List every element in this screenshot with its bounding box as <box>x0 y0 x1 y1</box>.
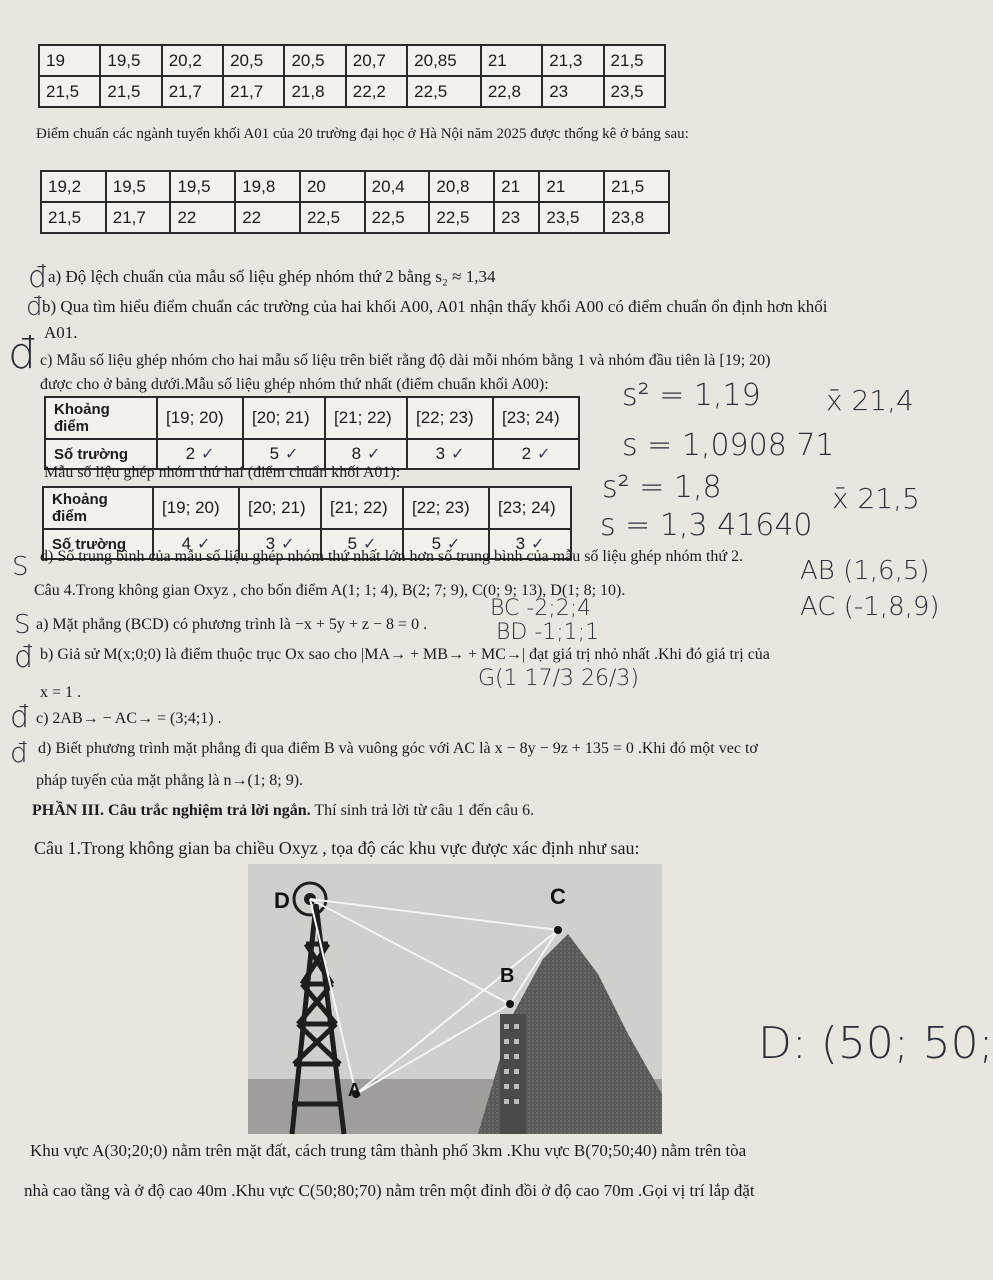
table-cell: 19,5 <box>170 171 235 202</box>
label-c: C <box>550 884 566 909</box>
question-4-intro-text: Câu 4.Trong không gian Oxyz , cho bốn điểm A(1; 1; 4), B(2; 7; 9), C(0; 9; 13), D(1; 8; 10). <box>34 582 626 599</box>
table-cell: 21,5 <box>604 45 665 76</box>
table-header-cell: Khoảng điểm <box>45 397 157 439</box>
table-cell: 21,7 <box>106 202 171 233</box>
table-cell: 19,5 <box>106 171 171 202</box>
label-d: D <box>274 888 290 913</box>
count-value: 3 <box>515 534 526 553</box>
table-cell: 21,7 <box>223 76 284 107</box>
check-mark-icon: ✓ <box>201 446 215 463</box>
point-c-marker <box>554 926 562 934</box>
count-value: 8 <box>351 444 362 463</box>
count-value: 2 <box>521 444 532 463</box>
part-3-question-1: Câu 1.Trong không gian ba chiều Oxyz , tọa độ các khu vực được xác định như sau: <box>34 838 640 858</box>
statement-d: d) Số trung bình của mẫu số liệu ghép nhóm thứ nhất lớn hơn số trung bình của mẫu số liệu ghép nhóm thứ 2. <box>40 548 744 565</box>
count-value: 2 <box>185 444 196 463</box>
table-cell: 21,5 <box>41 202 106 233</box>
table-cell: 23 <box>542 76 603 107</box>
handwritten-variance-2: s² = 1,8 <box>602 470 722 505</box>
table-cell <box>407 439 493 469</box>
question-4-d-line2: pháp tuyến của mặt phẳng là n→(1; 8; 9). <box>36 772 304 789</box>
count-value: 5 <box>431 534 442 553</box>
table-cell: 22,8 <box>481 76 542 107</box>
table-cell: 20,7 <box>346 45 407 76</box>
table-cell: [22; 23) <box>407 397 493 439</box>
table-cell: [19; 20) <box>157 397 243 439</box>
a00-score-table <box>38 44 666 108</box>
table-cell: [22; 23) <box>403 487 489 529</box>
grouped-table-a00 <box>44 396 580 470</box>
check-mark-icon: ✓ <box>447 536 461 553</box>
handwritten-mark: đ <box>28 260 48 295</box>
table-cell: [20; 21) <box>243 397 325 439</box>
table-cell: 22,5 <box>407 76 481 107</box>
table-cell: 21,5 <box>100 76 161 107</box>
handwritten-mark: S <box>14 610 31 640</box>
check-mark-icon: ✓ <box>451 446 465 463</box>
table-cell: 22,5 <box>429 202 494 233</box>
count-value: 4 <box>181 534 192 553</box>
statement-c-line3: Mẫu số liệu ghép nhóm thứ hai (điểm chuẩn khối A01): <box>44 464 401 481</box>
part-3-heading-bold: PHẦN III. Câu trắc nghiệm trả lời ngắn. <box>32 802 311 819</box>
table-cell: 20,85 <box>407 45 481 76</box>
table-row <box>39 76 665 107</box>
table-header-cell: Khoảng điểm <box>43 487 153 529</box>
tower-hill-illustration <box>248 864 662 1134</box>
statement-a: a) Độ lệch chuẩn của mẫu số liệu ghép nhóm thứ 2 bằng s₂ ≈ 1,34 <box>48 267 496 286</box>
table-cell: 20,8 <box>429 171 494 202</box>
table-row <box>41 202 669 233</box>
part-3-paragraph-line2: nhà cao tầng và ở độ cao 40m .Khu vực C(50;80;70) nằm trên một đỉnh đồi ở độ cao 70m .Gọi vị trí lắp đặt <box>24 1181 755 1200</box>
table-cell: [23; 24) <box>489 487 571 529</box>
statement-c-line1: c) Mẫu số liệu ghép nhóm cho hai mẫu số liệu trên biết rằng độ dài mỗi nhóm bằng 1 và nhóm đầu tiên là [19; 20) <box>40 352 771 369</box>
check-mark-icon: ✓ <box>537 446 551 463</box>
table-cell: 23,5 <box>604 76 665 107</box>
illustration-svg <box>248 864 662 1134</box>
table-cell: 20 <box>300 171 365 202</box>
count-value: 3 <box>435 444 446 463</box>
part-3-heading <box>32 800 534 822</box>
handwritten-mark: đ <box>10 736 28 769</box>
handwritten-mark: S <box>12 552 29 582</box>
table-cell: 21 <box>539 171 604 202</box>
table-cell: 22 <box>235 202 300 233</box>
question-4-c: c) 2AB→ − AC→ = (3;4;1) . <box>36 710 222 727</box>
statement-b-line1: b) Qua tìm hiểu điểm chuẩn các trường của hai khối A00, A01 nhận thấy khối A00 có điểm chuẩn ổn định hơn khối <box>42 297 828 316</box>
table-cell: 22,5 <box>300 202 365 233</box>
handwritten-bd-vector: BD -1;1;1 <box>496 620 600 645</box>
check-mark-icon: ✓ <box>363 536 377 553</box>
table-header-cell: Số trường <box>45 439 157 469</box>
count-value: 5 <box>347 534 358 553</box>
table-cell: 21,5 <box>39 76 100 107</box>
check-mark-icon: ✓ <box>281 536 295 553</box>
handwritten-bc-vector: BC -2;2;4 <box>490 596 592 621</box>
handwritten-stddev-2: s = 1,3 41640 <box>600 508 813 543</box>
table-row <box>45 397 579 439</box>
question-4-b-line1: b) Giả sử M(x;0;0) là điểm thuộc trục Ox sao cho |MA→ + MB→ + MC→| đạt giá trị nhỏ nhất .Khi đó giá trị của <box>40 646 770 663</box>
question-4-d-line1: d) Biết phương trình mặt phẳng đi qua điểm B và vuông góc với AC là x − 8y − 9z + 135 = 0 .Khi đó một vec tơ <box>38 740 758 757</box>
check-mark-icon: ✓ <box>197 536 211 553</box>
table-cell: 21,8 <box>284 76 345 107</box>
table-cell: 21,7 <box>162 76 223 107</box>
table-cell: 20,4 <box>365 171 430 202</box>
table-cell: 20,5 <box>223 45 284 76</box>
table-cell: [20; 21) <box>239 487 321 529</box>
handwritten-ab-vector: AB (1,6,5) <box>800 556 930 586</box>
table-cell: 22,2 <box>346 76 407 107</box>
part-3-heading-rest: Thí sinh trả lời từ câu 1 đến câu 6. <box>310 802 535 819</box>
table-cell: [21; 22) <box>325 397 407 439</box>
count-value: 3 <box>265 534 276 553</box>
question-4-a: a) Mặt phẳng (BCD) có phương trình là −x + 5y + z − 8 = 0 . <box>36 616 428 633</box>
handwritten-stddev-1: s = 1,0908 71 <box>622 428 835 463</box>
handwritten-mark: đ <box>26 292 43 322</box>
table-cell: 20,5 <box>284 45 345 76</box>
part-3-paragraph-line1: Khu vực A(30;20;0) nằm trên mặt đất, cách trung tâm thành phố 3km .Khu vực B(70;50;40) nằm trên tòa <box>30 1141 747 1160</box>
table-cell: [19; 20) <box>153 487 239 529</box>
label-b: B <box>500 965 515 987</box>
handwritten-centroid: G(1 17/3 26/3) <box>478 666 640 691</box>
table-cell: 21 <box>481 45 542 76</box>
handwritten-mark: đ <box>14 640 34 675</box>
point-b-marker <box>506 1000 514 1008</box>
handwritten-mean-1: x̄ 21,4 <box>826 384 914 417</box>
table-cell: 23 <box>494 202 539 233</box>
handwritten-d-coordinates: D: (50; 50; <box>758 1018 993 1069</box>
table-cell: 22,5 <box>365 202 430 233</box>
table-cell: 20,2 <box>162 45 223 76</box>
table-cell: 19,5 <box>100 45 161 76</box>
table-cell <box>493 439 579 469</box>
handwritten-ac-vector: AC (-1,8,9) <box>800 592 940 622</box>
check-mark-icon: ✓ <box>285 446 299 463</box>
statement-b-line2: A01. <box>44 323 78 342</box>
table-row <box>41 171 669 202</box>
building-shape <box>500 1014 526 1134</box>
label-a: A <box>348 1080 361 1100</box>
table-cell: 19 <box>39 45 100 76</box>
question-4-b-line2: x = 1 . <box>40 684 82 701</box>
table-cell: 21 <box>494 171 539 202</box>
table-header-cell: Số trường <box>43 529 153 559</box>
handwritten-mean-2: x̄ 21,5 <box>832 482 920 515</box>
table-row <box>43 487 571 529</box>
table-cell: 19,8 <box>235 171 300 202</box>
table-cell: 23,5 <box>539 202 604 233</box>
handwritten-mark: đ <box>8 328 36 379</box>
statement-c-line2: được cho ở bảng dưới.Mẫu số liệu ghép nhóm thứ nhất (điểm chuẩn khối A00): <box>40 376 549 393</box>
a01-score-table <box>40 170 670 234</box>
a01-intro-text: Điểm chuẩn các ngành tuyển khối A01 của 20 trường đại học ở Hà Nội năm 2025 được thống kê ở bảng sau: <box>36 126 689 142</box>
table-cell: 22 <box>170 202 235 233</box>
table-cell: 21,3 <box>542 45 603 76</box>
check-mark-icon: ✓ <box>531 536 545 553</box>
count-value: 5 <box>269 444 280 463</box>
table-row <box>39 45 665 76</box>
table-cell: [23; 24) <box>493 397 579 439</box>
table-cell: 23,8 <box>604 202 669 233</box>
handwritten-variance-1: s² = 1,19 <box>622 378 761 413</box>
check-mark-icon: ✓ <box>367 446 381 463</box>
table-cell: 19,2 <box>41 171 106 202</box>
table-cell: [21; 22) <box>321 487 403 529</box>
handwritten-mark: đ <box>10 700 30 735</box>
table-cell: 21,5 <box>604 171 669 202</box>
